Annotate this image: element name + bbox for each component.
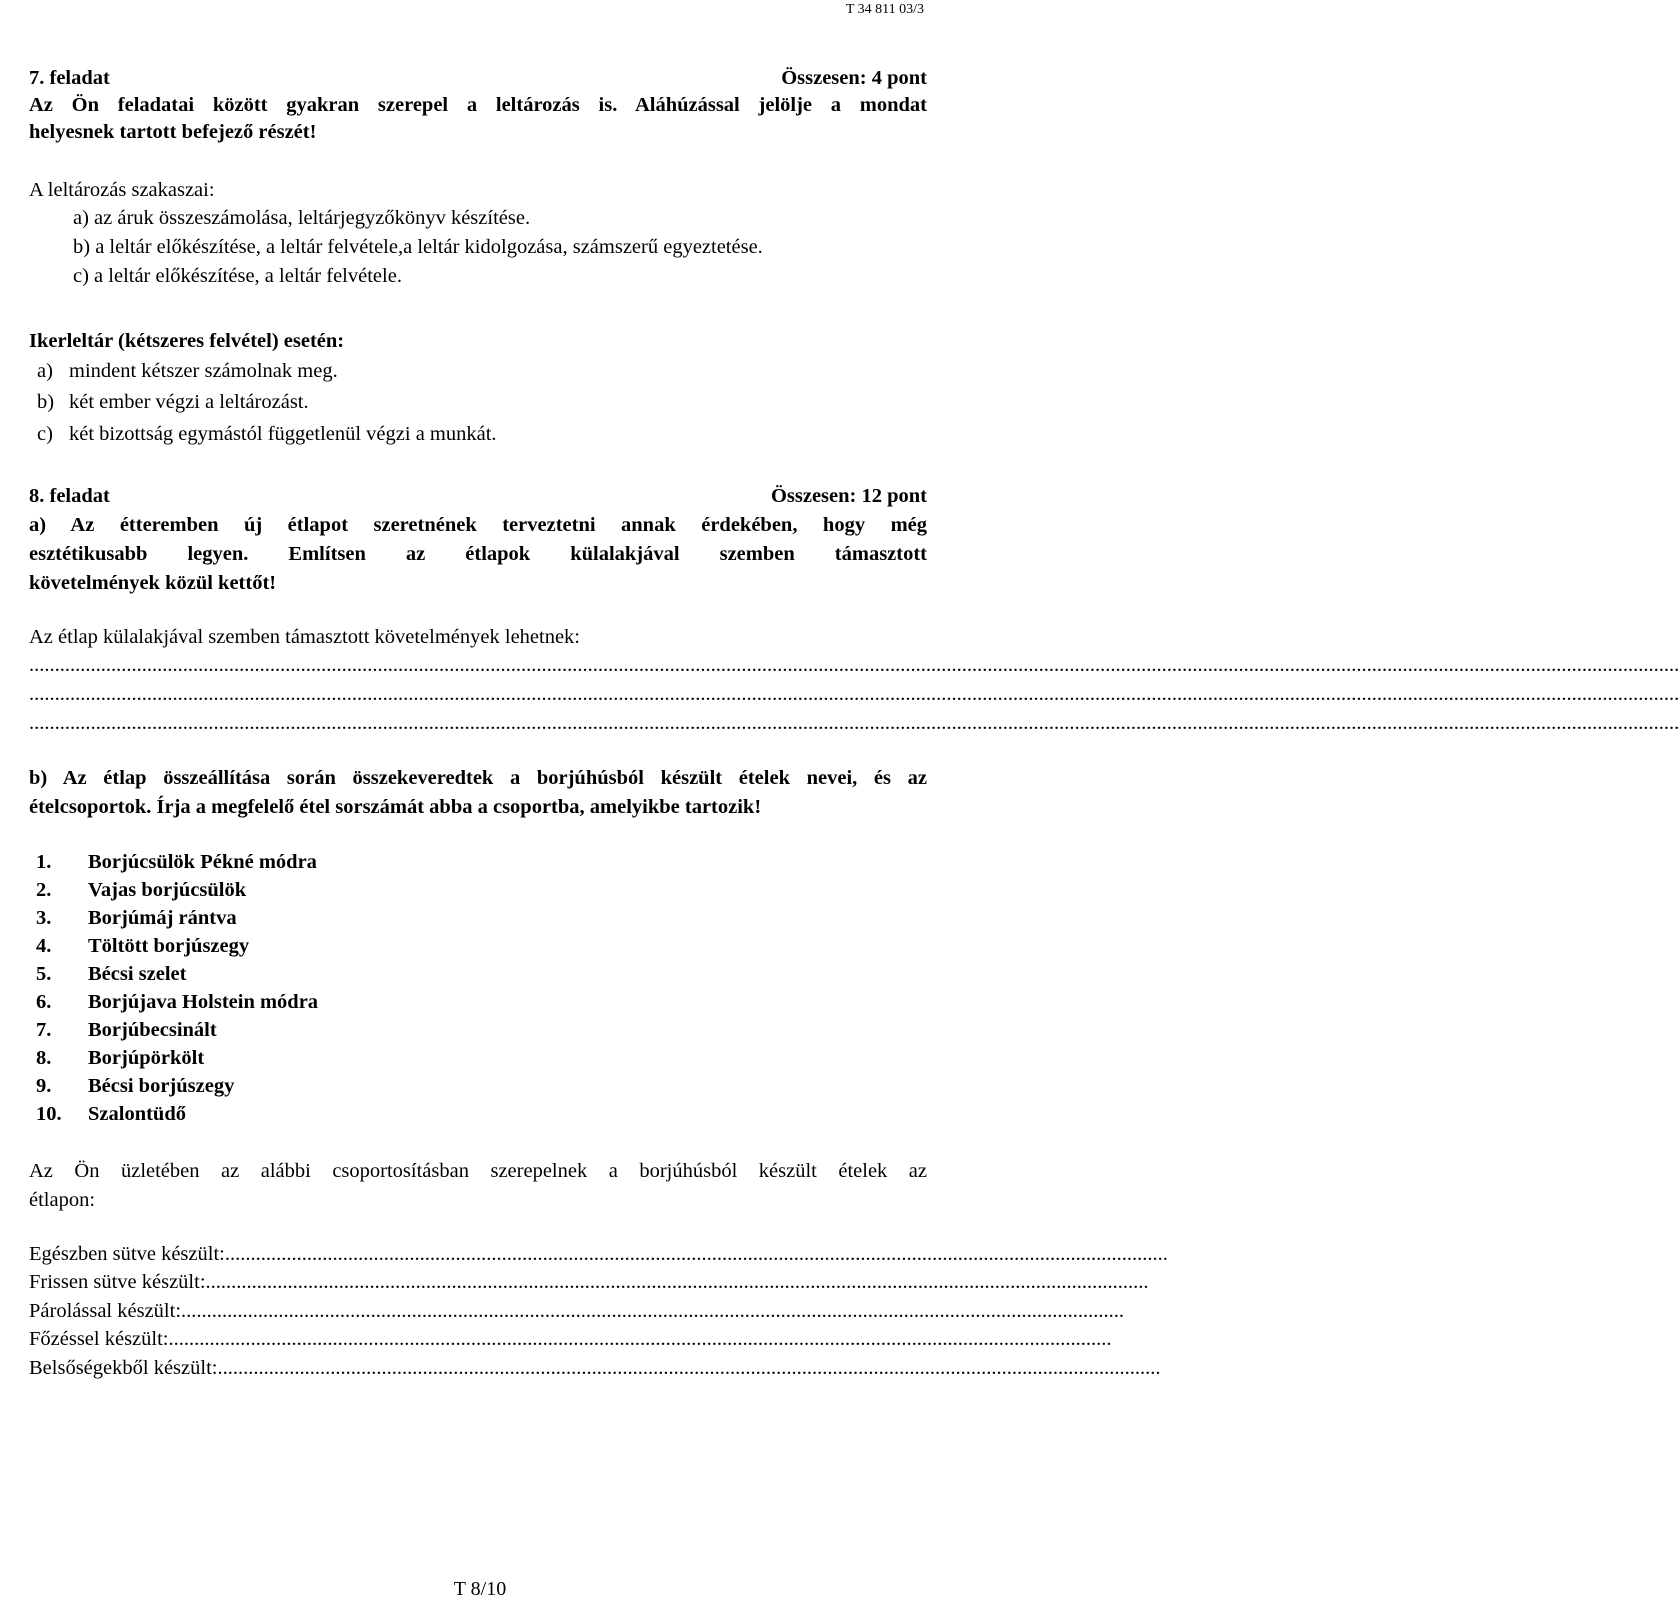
answer-line-3[interactable]: ..................................................................................................................................................................................................................................................................................................................................: [29, 712, 1679, 734]
group-label: Belsőségekből készült:: [29, 1357, 218, 1379]
option-text: mindent kétszer számolnak meg.: [69, 360, 338, 382]
dish-number: 7.: [36, 1019, 52, 1041]
task7-points: Összesen: 4 pont: [781, 67, 927, 89]
task8-a-answer-intro: Az étlap külalakjával szemben támasztott követelmények lehetnek:: [29, 626, 581, 648]
dish-number: 4.: [36, 935, 52, 957]
task7-q2-stem: Ikerleltár (kétszeres felvétel) esetén:: [29, 330, 345, 352]
dish-number: 2.: [36, 879, 52, 901]
task7-q1-option-b: b) a leltár előkészítése, a leltár felvétele,a leltár kidolgozása, számszerű egyeztetése.: [73, 236, 763, 258]
dish-number: 8.: [36, 1047, 52, 1069]
dish-number: 6.: [36, 991, 52, 1013]
task8-title: 8. feladat: [29, 485, 110, 507]
group-row-belsosegekbol[interactable]: [29, 1354, 1161, 1382]
dish-number: 9.: [36, 1075, 52, 1097]
group-label: Frissen sütve készült:: [29, 1271, 206, 1293]
answer-line-1[interactable]: ..................................................................................................................................................................................................................................................................................................................................: [29, 654, 1679, 676]
task7-instruction-line1: Az Ön feladatai között gyakran szerepel a leltározás is. Aláhúzással jelölje a mondat: [29, 94, 927, 116]
task8-a-line1: a) Az étteremben új étlapot szeretnének terveztetni annak érdekében, hogy még: [29, 514, 927, 536]
option-letter: b): [37, 391, 55, 413]
task7-q2-option-a: [37, 357, 338, 385]
dish-number: 3.: [36, 907, 52, 929]
group-row-frissen[interactable]: [29, 1268, 1149, 1296]
group-intro-line2: étlapon:: [29, 1189, 96, 1211]
group-answer-dots[interactable]: ........................................................................................................................................................................................: [181, 1300, 1125, 1322]
dish-item: [36, 1072, 234, 1100]
option-text: két ember végzi a leltározást.: [69, 391, 309, 413]
page-number: T 8/10: [453, 1578, 507, 1600]
dish-number: 5.: [36, 963, 52, 985]
task8-a-line2: esztétikusabb legyen. Említsen az étlapok külalakjával szemben támasztott: [29, 543, 927, 565]
dish-name: Bécsi borjúszegy: [88, 1075, 235, 1097]
dish-number: 10.: [36, 1103, 62, 1125]
task8-a-line3: követelmények közül kettőt!: [29, 572, 277, 594]
group-row-fozessel[interactable]: [29, 1325, 1112, 1353]
group-row-parolassal[interactable]: [29, 1297, 1125, 1325]
dish-name: Borjúpörkölt: [88, 1047, 205, 1069]
group-answer-dots[interactable]: ........................................................................................................................................................................................: [205, 1271, 1149, 1293]
task7-q1-option-c: c) a leltár előkészítése, a leltár felvétele.: [73, 265, 402, 287]
dish-name: Töltött borjúszegy: [88, 935, 250, 957]
option-text: két bizottság egymástól függetlenül végzi a munkát.: [69, 423, 497, 445]
group-intro-line1: Az Ön üzletében az alábbi csoportosításban szerepelnek a borjúhúsból készült ételek az: [29, 1160, 927, 1182]
option-letter: c): [37, 423, 53, 445]
dish-item: [36, 848, 317, 876]
answer-line-2[interactable]: ..................................................................................................................................................................................................................................................................................................................................: [29, 683, 1679, 705]
task8-b-line2: ételcsoportok. Írja a megfelelő étel sorszámát abba a csoportba, amelyikbe tartozik!: [29, 796, 762, 818]
dish-item: [36, 1044, 204, 1072]
group-answer-dots[interactable]: ........................................................................................................................................................................................: [168, 1328, 1112, 1350]
group-answer-dots[interactable]: ........................................................................................................................................................................................: [217, 1357, 1161, 1379]
task8-b-line1: b) Az étlap összeállítása során összekeveredtek a borjúhúsból készült ételek nevei, és az: [29, 767, 927, 789]
dish-name: Borjújava Holstein módra: [88, 991, 319, 1013]
group-label: Egészben sütve készült:: [29, 1243, 225, 1265]
dish-item: [36, 960, 186, 988]
task7-q1-option-a: a) az áruk összeszámolása, leltárjegyzőkönyv készítése.: [73, 207, 531, 229]
dish-number: 1.: [36, 851, 52, 873]
dish-name: Borjúmáj rántva: [88, 907, 237, 929]
dish-item: [36, 988, 318, 1016]
option-letter: a): [37, 360, 53, 382]
dish-name: Szalontüdő: [88, 1103, 186, 1125]
task7-q2-option-b: [37, 388, 309, 416]
dish-item: [36, 1100, 186, 1128]
dish-item: [36, 904, 237, 932]
dish-item: [36, 876, 246, 904]
group-label: Párolással készült:: [29, 1300, 182, 1322]
task7-title: 7. feladat: [29, 67, 110, 89]
dish-name: Borjúcsülök Pékné módra: [88, 851, 317, 873]
dish-name: Bécsi szelet: [88, 963, 187, 985]
group-row-egeszben[interactable]: [29, 1240, 1168, 1268]
dish-item: [36, 932, 249, 960]
dish-name: Vajas borjúcsülök: [88, 879, 247, 901]
group-label: Főzéssel készült:: [29, 1328, 169, 1350]
task8-points: Összesen: 12 pont: [770, 485, 927, 507]
dish-item: [36, 1016, 217, 1044]
task7-q1-stem: A leltározás szakaszai:: [29, 179, 215, 201]
dish-name: Borjúbecsinált: [88, 1019, 217, 1041]
task7-q2-option-c: [37, 420, 497, 448]
document-code: T 34 811 03/3: [845, 2, 924, 17]
group-answer-dots[interactable]: ........................................................................................................................................................................................: [224, 1243, 1168, 1265]
task7-instruction-line2: helyesnek tartott befejező részét!: [29, 121, 317, 143]
